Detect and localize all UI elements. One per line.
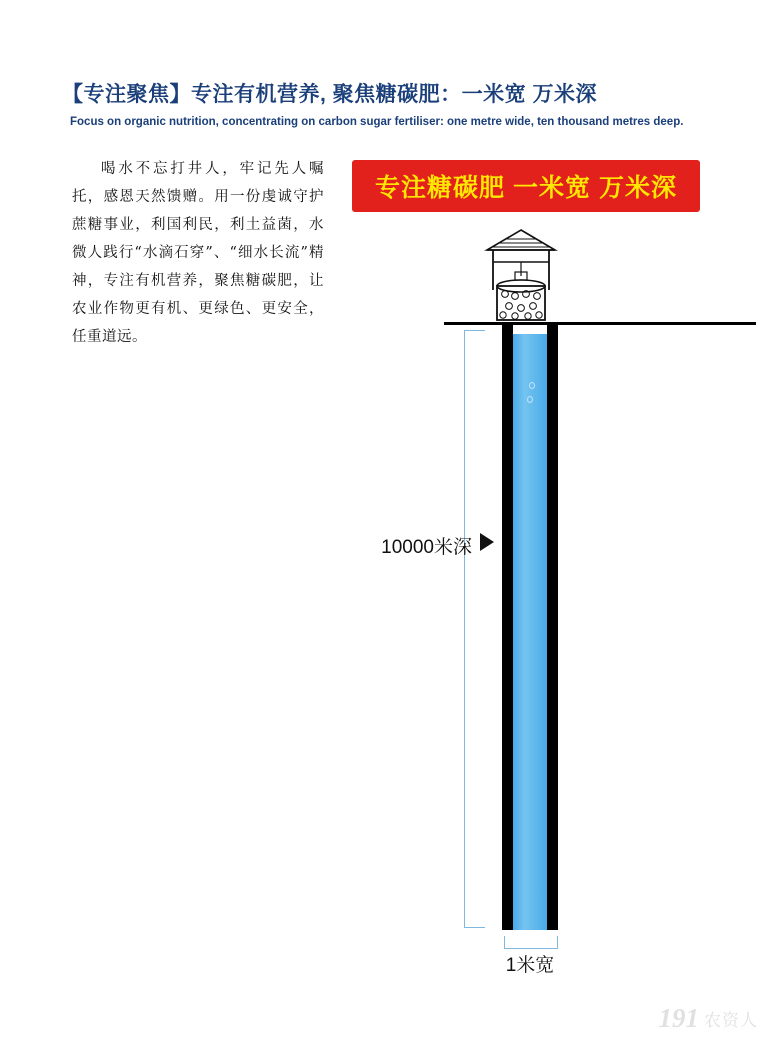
water-bubble [529,382,535,389]
page-title: 【专注聚焦】专注有机营养, 聚焦糖碳肥：一米宽 万米深 [62,83,598,106]
article-body: 喝水不忘打井人，牢记先人嘱托，感恩天然馈赠。用一份虔诚守护蔗糖事业，利国利民，利土益菌，水微人践行“水滴石穿”、“细水长流”精神，专注有机营养，聚焦糖碳肥，让农业作物更有机、更绿色、更安全，任重道远。 [72,161,324,345]
watermark-logo: 191 [658,1003,699,1033]
depth-label: 10000米深 [381,537,472,558]
width-bracket [504,936,558,949]
well-shaft [502,322,558,930]
ground-line [444,322,756,325]
slogan-banner [352,160,700,212]
shaft-wall-left [502,322,513,930]
water-bubble [527,396,533,403]
wellhead-illustration [481,228,561,324]
shaft-wall-right [547,322,558,930]
depth-arrow-icon [480,533,494,551]
shaft-water [513,334,547,930]
slogan-banner-text: 专注糖碳肥 一米宽 万米深 [375,174,677,202]
depth-bracket [464,330,485,928]
watermark [659,1003,759,1034]
width-label: 1米宽 [505,955,555,976]
page-subtitle: Focus on organic nutrition, concentrating on carbon sugar fertiliser: one metre wide, ten thousand metres deep. [70,116,684,128]
watermark-label: 农资人 [704,1011,758,1030]
